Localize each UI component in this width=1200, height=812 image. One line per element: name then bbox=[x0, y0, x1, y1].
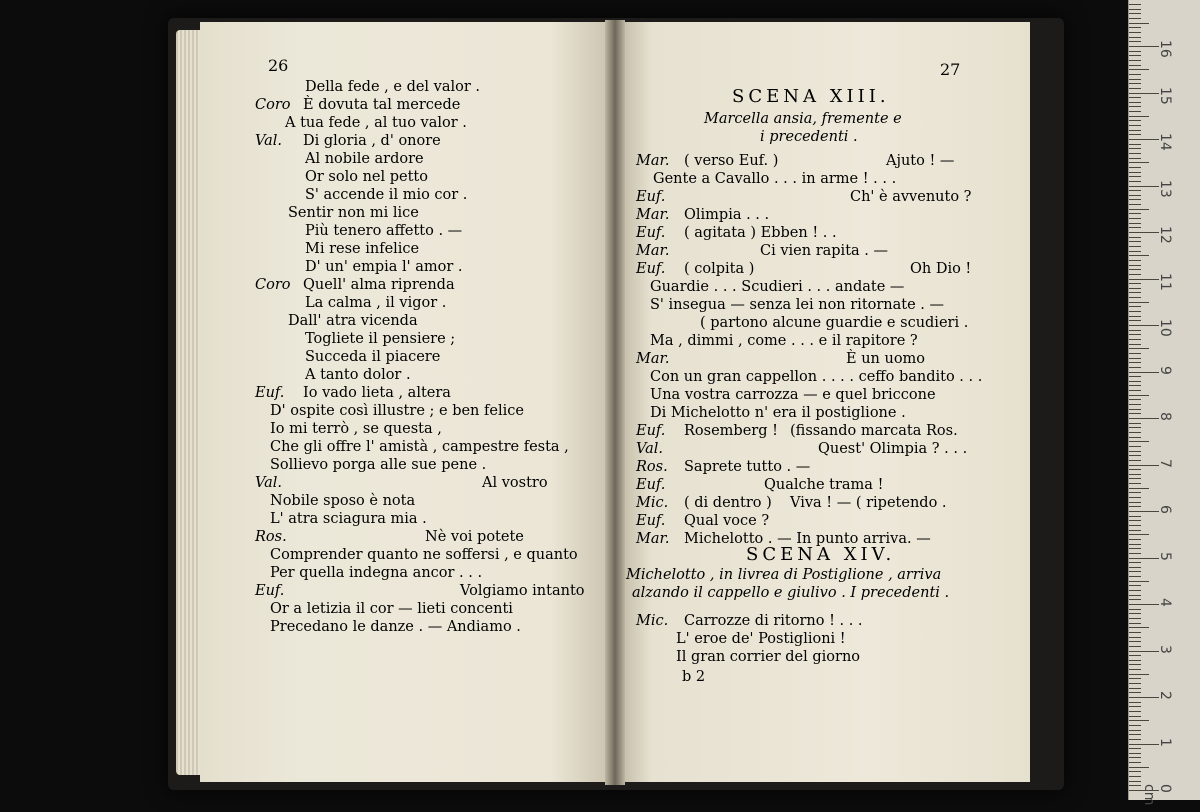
ruler-tick bbox=[1129, 706, 1141, 707]
verse-line: Sollievo porga alle sue pene . bbox=[270, 457, 487, 473]
ruler-tick bbox=[1129, 609, 1141, 610]
ruler-tick bbox=[1129, 409, 1141, 410]
ruler-tick bbox=[1129, 776, 1141, 777]
ruler-tick bbox=[1129, 97, 1141, 98]
ruler-tick bbox=[1129, 209, 1149, 210]
ruler-tick bbox=[1129, 534, 1149, 535]
ruler-label: 2 bbox=[1157, 691, 1173, 700]
verse-line: Con un gran cappellon . . . . ceffo bandito . . . bbox=[650, 369, 983, 385]
ruler-tick bbox=[1129, 79, 1141, 80]
verse-line: Per quella indegna ancor . . . bbox=[270, 565, 483, 581]
ruler-tick bbox=[1129, 432, 1141, 433]
ruler-tick bbox=[1129, 781, 1141, 782]
ruler-tick bbox=[1129, 362, 1141, 363]
ruler-tick bbox=[1129, 641, 1141, 642]
ruler-label: 13 bbox=[1157, 179, 1173, 198]
speaker-label: Mar. bbox=[636, 207, 670, 223]
ruler-tick bbox=[1129, 502, 1141, 503]
ruler-tick bbox=[1129, 367, 1141, 368]
ruler-tick bbox=[1129, 697, 1159, 698]
ruler-tick bbox=[1129, 376, 1141, 377]
ruler-tick bbox=[1129, 530, 1141, 531]
ruler-tick bbox=[1129, 423, 1141, 424]
verse-line-continuation: (fissando marcata Ros. bbox=[790, 423, 958, 439]
ruler-tick bbox=[1129, 762, 1141, 763]
ruler-label: 10 bbox=[1157, 319, 1173, 337]
verse-line-continuation: Oh Dio ! bbox=[910, 261, 972, 277]
verse-line: ( partono alcune guardie e scudieri . bbox=[700, 315, 969, 331]
ruler-tick bbox=[1129, 344, 1141, 345]
verse-line: Saprete tutto . — bbox=[684, 459, 811, 475]
ruler-label: 15 bbox=[1157, 86, 1173, 105]
ruler-tick bbox=[1129, 771, 1141, 772]
ruler-tick bbox=[1129, 330, 1141, 331]
ruler-tick bbox=[1129, 623, 1141, 624]
ruler-tick bbox=[1129, 525, 1141, 526]
ruler-tick bbox=[1129, 372, 1159, 373]
scene-13-description: i precedenti . bbox=[760, 129, 858, 145]
ruler-tick bbox=[1129, 451, 1141, 452]
ruler-tick bbox=[1129, 213, 1141, 214]
ruler-tick bbox=[1129, 618, 1141, 619]
scene-heading-14: SCENA XIV. bbox=[746, 544, 896, 565]
ruler-tick bbox=[1129, 576, 1141, 577]
scene-14-description: Michelotto , in livrea di Postiglione , arriva bbox=[626, 567, 942, 583]
verse-line: Carrozze di ritorno ! . . . bbox=[684, 613, 863, 629]
ruler-tick bbox=[1129, 167, 1141, 168]
ruler-tick bbox=[1129, 506, 1141, 507]
ruler-tick bbox=[1129, 599, 1141, 600]
ruler-tick bbox=[1129, 465, 1159, 466]
ruler-tick bbox=[1129, 604, 1159, 605]
ruler-tick bbox=[1129, 60, 1141, 61]
ruler-tick bbox=[1129, 702, 1141, 703]
ruler-tick bbox=[1129, 553, 1141, 554]
verse-line: L' eroe de' Postiglioni ! bbox=[676, 631, 846, 647]
ruler-tick bbox=[1129, 227, 1141, 228]
ruler-tick bbox=[1129, 632, 1141, 633]
ruler-tick bbox=[1129, 37, 1141, 38]
verse-line: Quell' alma riprenda bbox=[303, 277, 455, 293]
verse-line: A tanto dolor . bbox=[305, 367, 411, 383]
ruler-tick bbox=[1129, 548, 1141, 549]
ruler-tick bbox=[1129, 190, 1141, 191]
ruler-tick bbox=[1129, 455, 1141, 456]
ruler-tick bbox=[1129, 51, 1141, 52]
speaker-label: Coro bbox=[255, 277, 291, 293]
ruler-tick bbox=[1129, 260, 1141, 261]
verse-line-continuation: Quest' Olimpia ? . . . bbox=[818, 441, 968, 457]
ruler-tick bbox=[1129, 734, 1141, 735]
verse-line-continuation: Viva ! — ( ripetendo . bbox=[790, 495, 947, 511]
verse-line: Volgiamo intanto bbox=[460, 583, 585, 599]
ruler-tick bbox=[1129, 725, 1141, 726]
page-number-left: 26 bbox=[268, 56, 289, 75]
ruler-tick bbox=[1129, 748, 1141, 749]
ruler-tick bbox=[1129, 730, 1141, 731]
book-gutter bbox=[605, 20, 625, 785]
ruler-tick bbox=[1129, 660, 1141, 661]
ruler-tick bbox=[1129, 767, 1149, 768]
ruler-tick bbox=[1129, 613, 1141, 614]
verse-line: L' atra sciagura mia . bbox=[270, 511, 427, 527]
speaker-label: Euf. bbox=[636, 189, 666, 205]
ruler-tick bbox=[1129, 571, 1141, 572]
speaker-label: Coro bbox=[255, 97, 291, 113]
ruler-tick bbox=[1129, 232, 1159, 233]
ruler-tick bbox=[1129, 334, 1141, 335]
ruler-tick bbox=[1129, 130, 1141, 131]
speaker-label: Euf. bbox=[636, 225, 666, 241]
ruler-tick bbox=[1129, 655, 1141, 656]
verse-line-continuation: Ajuto ! — bbox=[886, 153, 955, 169]
ruler-tick bbox=[1129, 492, 1141, 493]
ruler-tick bbox=[1129, 69, 1149, 70]
ruler-tick bbox=[1129, 27, 1141, 28]
ruler-tick bbox=[1129, 297, 1141, 298]
ruler-tick bbox=[1129, 418, 1159, 419]
ruler-tick bbox=[1129, 381, 1141, 382]
ruler-tick bbox=[1129, 181, 1141, 182]
ruler-tick bbox=[1129, 46, 1159, 47]
ruler-tick bbox=[1129, 497, 1141, 498]
ruler-tick bbox=[1129, 158, 1141, 159]
ruler-tick bbox=[1129, 469, 1141, 470]
ruler-tick bbox=[1129, 558, 1159, 559]
verse-line: Ma , dimmi , come . . . e il rapitore ? bbox=[650, 333, 918, 349]
ruler-tick bbox=[1129, 88, 1141, 89]
ruler-tick bbox=[1129, 18, 1141, 19]
ruler-tick bbox=[1129, 692, 1141, 693]
ruler-tick bbox=[1129, 251, 1141, 252]
ruler-tick bbox=[1129, 474, 1141, 475]
verse-line: Precedano le danze . — Andiamo . bbox=[270, 619, 521, 635]
verse-line: Il gran corrier del giorno bbox=[676, 649, 861, 665]
ruler-tick bbox=[1129, 539, 1141, 540]
ruler-tick bbox=[1129, 413, 1141, 414]
verse-line: Della fede , e del valor . bbox=[305, 79, 481, 95]
ruler-tick bbox=[1129, 325, 1159, 326]
ruler-tick bbox=[1129, 144, 1141, 145]
ruler-tick bbox=[1129, 567, 1141, 568]
ruler-tick bbox=[1129, 651, 1159, 652]
ruler-label: 12 bbox=[1157, 226, 1173, 244]
ruler-tick bbox=[1129, 716, 1141, 717]
verse-line: A tua fede , al tuo valor . bbox=[285, 115, 467, 131]
verse-line: Or solo nel petto bbox=[305, 169, 428, 185]
ruler-tick bbox=[1129, 134, 1141, 135]
ruler-tick bbox=[1129, 311, 1141, 312]
ruler-tick bbox=[1129, 23, 1149, 24]
ruler-tick bbox=[1129, 204, 1141, 205]
ruler-tick bbox=[1129, 688, 1141, 689]
ruler-tick bbox=[1129, 32, 1141, 33]
verse-line: Io vado lieta , altera bbox=[303, 385, 451, 401]
ruler-tick bbox=[1129, 162, 1149, 163]
speaker-label: Euf. bbox=[255, 385, 285, 401]
speaker-label: Euf. bbox=[636, 423, 666, 439]
ruler-label: 6 bbox=[1157, 505, 1173, 514]
ruler-label: 14 bbox=[1157, 133, 1173, 151]
ruler-tick bbox=[1129, 302, 1149, 303]
verse-line-continuation: Qualche trama ! bbox=[764, 477, 884, 493]
ruler-tick bbox=[1129, 562, 1141, 563]
ruler-tick bbox=[1129, 478, 1141, 479]
verse-line: ( verso Euf. ) bbox=[684, 153, 779, 169]
ruler-tick bbox=[1129, 669, 1141, 670]
verse-line-continuation: Ch' è avvenuto ? bbox=[850, 189, 972, 205]
ruler-tick bbox=[1129, 637, 1141, 638]
ruler-tick bbox=[1129, 753, 1141, 754]
verse-line-continuation: È un uomo bbox=[846, 351, 926, 367]
ruler-tick bbox=[1129, 83, 1141, 84]
speaker-label: Mar. bbox=[636, 153, 670, 169]
measuring-ruler bbox=[1128, 0, 1200, 806]
ruler-tick bbox=[1129, 195, 1141, 196]
ruler-tick bbox=[1129, 306, 1141, 307]
ruler-tick bbox=[1129, 678, 1141, 679]
ruler-tick bbox=[1129, 427, 1141, 428]
ruler-tick bbox=[1129, 488, 1149, 489]
ruler-label: 1 bbox=[1157, 737, 1173, 747]
ruler-tick bbox=[1129, 446, 1141, 447]
ruler-tick bbox=[1129, 102, 1141, 103]
verse-line: Guardie . . . Scudieri . . . andate — bbox=[650, 279, 905, 295]
speaker-label: Mar. bbox=[636, 531, 670, 547]
speaker-label: Mic. bbox=[636, 495, 669, 511]
ruler-tick bbox=[1129, 441, 1149, 442]
ruler-tick bbox=[1129, 516, 1141, 517]
ruler-tick bbox=[1129, 348, 1149, 349]
ruler-tick bbox=[1129, 125, 1141, 126]
verse-line: Rosemberg ! bbox=[684, 423, 778, 439]
ruler-tick bbox=[1129, 265, 1141, 266]
speaker-label: Euf. bbox=[255, 583, 285, 599]
ruler-tick bbox=[1129, 320, 1141, 321]
verse-line: ( colpita ) bbox=[684, 261, 755, 277]
verse-line: Che gli offre l' amistà , campestre festa , bbox=[270, 439, 569, 455]
ruler-tick bbox=[1129, 316, 1141, 317]
ruler-tick bbox=[1129, 279, 1159, 280]
ruler-label: 3 bbox=[1157, 644, 1173, 654]
ruler-tick bbox=[1129, 186, 1159, 187]
ruler-tick bbox=[1129, 255, 1149, 256]
ruler-tick bbox=[1129, 199, 1141, 200]
ruler-tick bbox=[1129, 404, 1141, 405]
ruler-tick bbox=[1129, 744, 1159, 745]
speaker-label: Ros. bbox=[636, 459, 668, 475]
ruler-tick bbox=[1129, 283, 1141, 284]
ruler-label: 7 bbox=[1157, 458, 1173, 468]
verse-line: b 2 bbox=[682, 669, 706, 685]
verse-line: È dovuta tal mercede bbox=[303, 97, 461, 113]
ruler-tick bbox=[1129, 93, 1159, 94]
ruler-label: 11 bbox=[1157, 272, 1173, 291]
verse-line: La calma , il vigor . bbox=[305, 295, 447, 311]
ruler-tick bbox=[1129, 627, 1149, 628]
ruler-tick bbox=[1129, 218, 1141, 219]
ruler-tick bbox=[1129, 41, 1141, 42]
ruler-tick bbox=[1129, 292, 1141, 293]
verse-line: D' un' empia l' amor . bbox=[305, 259, 463, 275]
verse-line: Or a letizia il cor — lieti concenti bbox=[270, 601, 513, 617]
verse-line: D' ospite così illustre ; e ben felice bbox=[270, 403, 524, 419]
ruler-tick bbox=[1129, 664, 1141, 665]
verse-line: Gente a Cavallo . . . in arme ! . . . bbox=[653, 171, 897, 187]
ruler-tick bbox=[1129, 674, 1149, 675]
verse-line-continuation: Ci vien rapita . — bbox=[760, 243, 888, 259]
ruler-tick bbox=[1129, 153, 1141, 154]
verse-line: Comprender quanto ne soffersi , e quanto bbox=[270, 547, 578, 563]
verse-line: Una vostra carrozza — e quel briccone bbox=[650, 387, 936, 403]
speaker-label: Val. bbox=[255, 475, 283, 491]
ruler-tick bbox=[1129, 683, 1141, 684]
ruler-label: 16 bbox=[1157, 40, 1173, 58]
ruler-tick bbox=[1129, 246, 1141, 247]
ruler-tick bbox=[1129, 120, 1141, 121]
ruler-tick bbox=[1129, 65, 1141, 66]
ruler-tick bbox=[1129, 511, 1159, 512]
ruler-tick bbox=[1129, 4, 1141, 5]
ruler-tick bbox=[1129, 106, 1141, 107]
verse-line: Nobile sposo è nota bbox=[270, 493, 416, 509]
ruler-tick bbox=[1129, 581, 1149, 582]
ruler-tick bbox=[1129, 757, 1141, 758]
verse-line: S' insegua — senza lei non ritornate . — bbox=[650, 297, 945, 313]
ruler-tick bbox=[1129, 237, 1141, 238]
verse-line: Mi rese infelice bbox=[305, 241, 420, 257]
ruler-tick bbox=[1129, 646, 1141, 647]
ruler-tick bbox=[1129, 74, 1141, 75]
ruler-tick bbox=[1129, 520, 1141, 521]
ruler-tick bbox=[1129, 390, 1141, 391]
speaker-label: Ros. bbox=[255, 529, 287, 545]
ruler-tick bbox=[1129, 55, 1141, 56]
speaker-label: Mar. bbox=[636, 351, 670, 367]
verse-line: Io mi terrò , se questa , bbox=[270, 421, 442, 437]
ruler-tick bbox=[1129, 437, 1141, 438]
speaker-label: Mic. bbox=[636, 613, 669, 629]
ruler-label: 9 bbox=[1157, 365, 1173, 375]
ruler-tick bbox=[1129, 358, 1141, 359]
ruler-label: 0 cm bbox=[1141, 784, 1173, 806]
verse-line: Più tenero affetto . — bbox=[305, 223, 463, 239]
ruler-tick bbox=[1129, 172, 1141, 173]
verse-line: Nè voi potete bbox=[425, 529, 524, 545]
ruler-tick bbox=[1129, 274, 1141, 275]
ruler-tick bbox=[1129, 148, 1141, 149]
ruler-tick bbox=[1129, 353, 1141, 354]
verse-line: ( agitata ) Ebben ! . . bbox=[684, 225, 837, 241]
ruler-tick bbox=[1129, 111, 1141, 112]
ruler-tick bbox=[1129, 339, 1141, 340]
page-number-right: 27 bbox=[940, 60, 961, 79]
ruler-tick bbox=[1129, 223, 1141, 224]
verse-line: Al vostro bbox=[482, 475, 548, 491]
ruler-label: 5 bbox=[1157, 551, 1173, 561]
scene-14-description: alzando il cappello e giulivo . I precedenti . bbox=[632, 585, 950, 601]
verse-line: Michelotto . — In punto arriva. — bbox=[684, 531, 931, 547]
verse-line: S' accende il mio cor . bbox=[305, 187, 468, 203]
ruler-tick bbox=[1129, 785, 1141, 786]
ruler-tick bbox=[1129, 385, 1141, 386]
ruler-label: 8 bbox=[1157, 412, 1173, 421]
speaker-label: Euf. bbox=[636, 261, 666, 277]
ruler-tick bbox=[1129, 288, 1141, 289]
ruler-tick bbox=[1129, 483, 1141, 484]
ruler-tick bbox=[1129, 720, 1149, 721]
ruler-tick bbox=[1129, 399, 1141, 400]
ruler-tick bbox=[1129, 9, 1141, 10]
ruler-tick bbox=[1129, 460, 1141, 461]
scene-heading-13: SCENA XIII. bbox=[732, 86, 890, 107]
verse-line: Succeda il piacere bbox=[305, 349, 441, 365]
speaker-label: Euf. bbox=[636, 477, 666, 493]
ruler-tick bbox=[1129, 176, 1141, 177]
verse-line: Qual voce ? bbox=[684, 513, 770, 529]
speaker-label: Val. bbox=[255, 133, 283, 149]
ruler-tick bbox=[1129, 395, 1149, 396]
verse-line: Sentir non mi lice bbox=[288, 205, 419, 221]
scene-13-description: Marcella ansia, fremente e bbox=[704, 111, 902, 127]
verse-line: Dall' atra vicenda bbox=[288, 313, 418, 329]
verse-line: ( di dentro ) bbox=[684, 495, 772, 511]
verse-line: Olimpia . . . bbox=[684, 207, 770, 223]
verse-line: Di gloria , d' onore bbox=[303, 133, 441, 149]
ruler-tick bbox=[1129, 13, 1141, 14]
verse-line: Al nobile ardore bbox=[305, 151, 424, 167]
verse-line: Di Michelotto n' era il postiglione . bbox=[650, 405, 906, 421]
ruler-tick bbox=[1129, 590, 1141, 591]
ruler-tick bbox=[1129, 595, 1141, 596]
ruler-tick bbox=[1129, 544, 1141, 545]
ruler-label: 4 bbox=[1157, 598, 1173, 607]
speaker-label: Val. bbox=[636, 441, 664, 457]
ruler-tick bbox=[1129, 139, 1159, 140]
speaker-label: Euf. bbox=[636, 513, 666, 529]
ruler-tick bbox=[1129, 269, 1141, 270]
ruler-tick bbox=[1129, 711, 1141, 712]
ruler-tick bbox=[1129, 116, 1149, 117]
ruler-tick bbox=[1129, 241, 1141, 242]
ruler-tick bbox=[1129, 739, 1141, 740]
verse-line: Togliete il pensiere ; bbox=[305, 331, 456, 347]
speaker-label: Mar. bbox=[636, 243, 670, 259]
ruler-tick bbox=[1129, 585, 1141, 586]
